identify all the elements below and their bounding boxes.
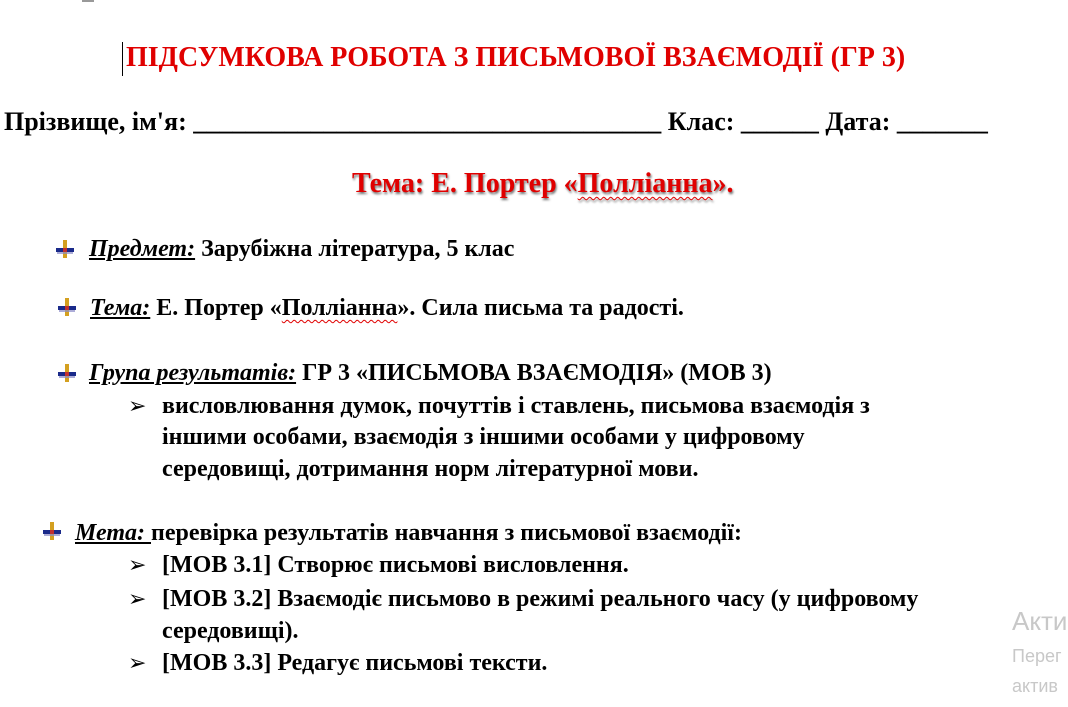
results-label: Група результатів:	[89, 360, 297, 386]
topic-suffix: ». Сила письма та радості.	[397, 295, 684, 321]
results-text: ГР 3 «ПИСЬМОВА ВЗАЄМОДІЯ» (МОВ 3)	[296, 360, 772, 386]
class-blank[interactable]: ______	[740, 107, 819, 136]
text-cursor	[122, 42, 123, 76]
subject-label: Предмет:	[89, 236, 196, 262]
arrow-icon: ➢	[128, 394, 147, 419]
arrow-icon: ➢	[128, 651, 147, 676]
bullet-icon	[56, 362, 78, 384]
name-label: Прізвище, ім'я:	[4, 107, 187, 136]
results-item-2[interactable]: іншими особами, взаємодія з іншими особами у цифровому	[162, 424, 805, 450]
activation-watermark-line-1: Перег	[1012, 646, 1062, 666]
topic-prefix: Е. Портер «	[150, 295, 282, 321]
topic-word: Полліанна	[281, 295, 398, 321]
top-marker	[82, 0, 94, 2]
theme-prefix: Тема: Е. Портер «	[352, 168, 578, 199]
subject-text: Зарубіжна література, 5 клас	[195, 236, 515, 262]
goal-text: перевірка результатів навчання з письмової взаємодії:	[151, 520, 742, 546]
bullet-icon	[41, 520, 63, 542]
date-label: Дата:	[825, 107, 891, 136]
student-fields[interactable]	[4, 107, 988, 137]
results-line[interactable]	[89, 360, 772, 387]
goal-label: Мета:	[75, 520, 151, 546]
arrow-icon: ➢	[128, 587, 147, 612]
theme-word: Полліанна	[577, 168, 713, 199]
goal-line[interactable]	[75, 520, 742, 547]
topic-line[interactable]	[90, 295, 684, 322]
document-title[interactable]: ПІДСУМКОВА РОБОТА З ПИСЬМОВОЇ ВЗАЄМОДІЇ (ГР 3)	[126, 42, 906, 73]
topic-label: Тема:	[90, 295, 151, 321]
class-label: Клас:	[667, 107, 735, 136]
arrow-icon: ➢	[128, 553, 147, 578]
theme-heading[interactable]	[352, 168, 734, 200]
date-blank[interactable]: _______	[896, 107, 988, 136]
activation-watermark-line-2: актив	[1012, 676, 1058, 696]
name-blank[interactable]: ____________________________________	[193, 107, 662, 136]
goal-item-2[interactable]: [МОВ 3.2] Взаємодіє письмово в режимі реального часу (у цифровому	[162, 586, 919, 612]
activation-watermark-title: Акти	[1012, 606, 1068, 636]
results-item-3[interactable]: середовищі, дотримання норм літературної мови.	[162, 456, 699, 482]
theme-suffix: ».	[712, 168, 734, 199]
subject-line[interactable]	[89, 236, 514, 263]
bullet-icon	[54, 238, 76, 260]
goal-item-4[interactable]: [МОВ 3.3] Редагує письмові тексти.	[162, 650, 548, 676]
goal-item-1[interactable]: [МОВ 3.1] Створює письмові висловлення.	[162, 552, 629, 578]
goal-item-3[interactable]: середовищі).	[162, 618, 299, 644]
bullet-icon	[56, 296, 78, 318]
results-item-1[interactable]: висловлювання думок, почуттів і ставлень, письмова взаємодія з	[162, 393, 870, 419]
